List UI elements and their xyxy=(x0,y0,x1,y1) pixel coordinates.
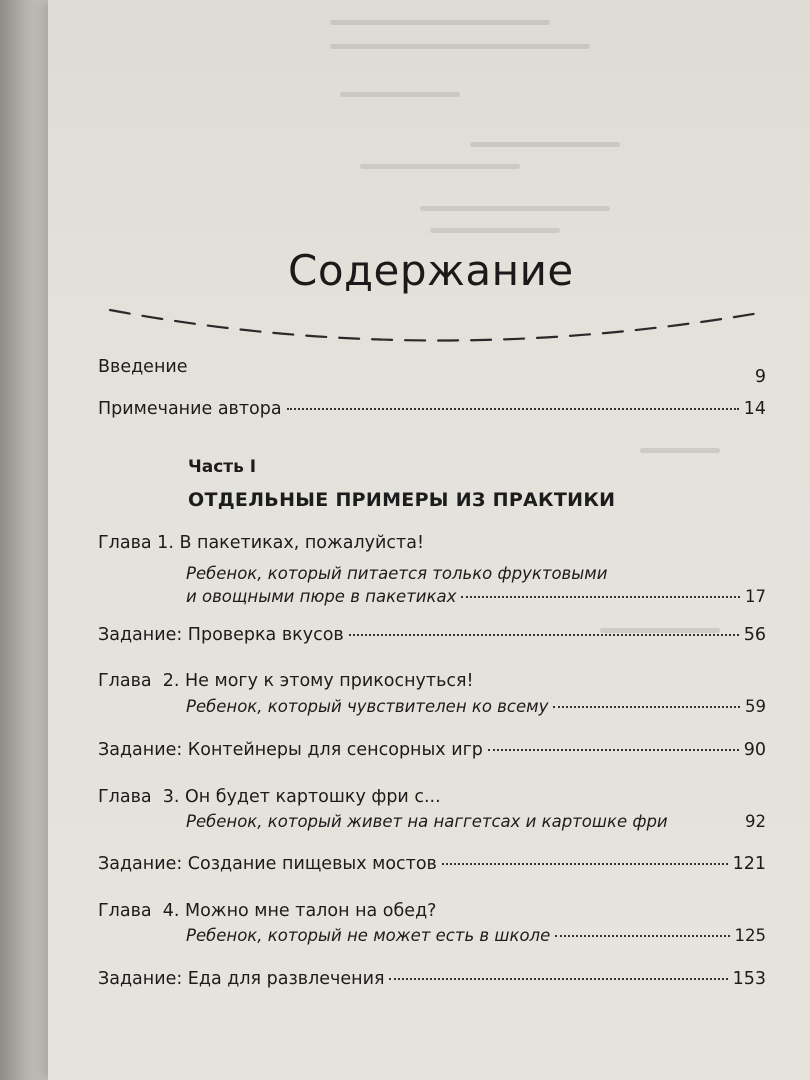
toc-page-number: 17 xyxy=(745,587,766,606)
leader-dots xyxy=(442,862,728,865)
leader-dots xyxy=(553,705,740,708)
toc-entry-label: Введение xyxy=(98,357,188,377)
toc-entry-task-4[interactable] xyxy=(98,969,766,997)
toc-entry-intro[interactable] xyxy=(98,357,766,385)
page-title: Содержание xyxy=(288,246,574,295)
toc-entry-label: Примечание автора xyxy=(98,399,282,419)
chapter-1-subtitle-line-2: и овощными пюре в пакетиках xyxy=(186,587,457,606)
toc-entry-chapter-2-subtitle[interactable] xyxy=(186,697,766,725)
toc-entry-chapter-4[interactable] xyxy=(98,901,766,929)
chapter-4-subtitle: Ребенок, который не может есть в школе xyxy=(186,926,551,945)
leader-dots xyxy=(488,748,739,751)
leader-dots xyxy=(555,934,729,937)
toc-page-number: 92 xyxy=(745,812,766,831)
toc-entry-task-2[interactable] xyxy=(98,740,766,768)
chapter-1-subtitle-line-1: Ребенок, который питается только фруктовыми xyxy=(186,564,608,583)
toc-entry-label: Задание: Создание пищевых мостов xyxy=(98,854,437,874)
part-label: Часть I xyxy=(188,457,257,477)
toc-page-number: 121 xyxy=(732,854,766,874)
toc-entry-label: Задание: Еда для развлечения xyxy=(98,969,385,989)
toc-entry-note[interactable] xyxy=(98,399,766,427)
leader-dots xyxy=(389,977,727,980)
toc-entry-chapter-3[interactable] xyxy=(98,787,766,815)
chapter-2-subtitle: Ребенок, который чувствителен ко всему xyxy=(186,697,549,716)
toc-page-number: 9 xyxy=(754,367,766,387)
chapter-3-subtitle: Ребенок, который живет на наггетсах и картошке фри xyxy=(186,812,668,831)
toc-entry-label: Задание: Проверка вкусов xyxy=(98,625,344,645)
toc-page-number: 14 xyxy=(743,399,766,419)
toc-entry-task-3[interactable] xyxy=(98,854,766,882)
toc-entry-chapter-3-subtitle[interactable] xyxy=(186,812,766,840)
toc-page-number: 90 xyxy=(743,740,766,760)
toc-entry-label: Глава 2. Не могу к этому прикоснуться! xyxy=(98,671,474,691)
toc-entry-task-1[interactable] xyxy=(98,625,766,653)
part-title: ОТДЕЛЬНЫЕ ПРИМЕРЫ ИЗ ПРАКТИКИ xyxy=(188,489,616,511)
toc-page-number: 153 xyxy=(732,969,766,989)
leader-dots xyxy=(461,595,740,598)
toc-page-number: 125 xyxy=(734,926,766,945)
toc-entry-chapter-1-subtitle[interactable] xyxy=(186,587,766,615)
toc-page-number: 56 xyxy=(743,625,766,645)
toc-entry-chapter-4-subtitle[interactable] xyxy=(186,926,766,954)
leader-dots xyxy=(349,633,739,636)
toc-entry-label: Глава 3. Он будет картошку фри с... xyxy=(98,787,441,807)
toc-entry-chapter-2[interactable] xyxy=(98,671,766,699)
toc-entry-label: Глава 1. В пакетиках, пожалуйста! xyxy=(98,533,424,553)
toc-page-number: 59 xyxy=(745,697,766,716)
toc-entry-label: Задание: Контейнеры для сенсорных игр xyxy=(98,740,483,760)
toc-entry-label: Глава 4. Можно мне талон на обед? xyxy=(98,901,437,921)
leader-dots xyxy=(287,407,739,410)
toc-entry-chapter-1[interactable] xyxy=(98,533,766,561)
